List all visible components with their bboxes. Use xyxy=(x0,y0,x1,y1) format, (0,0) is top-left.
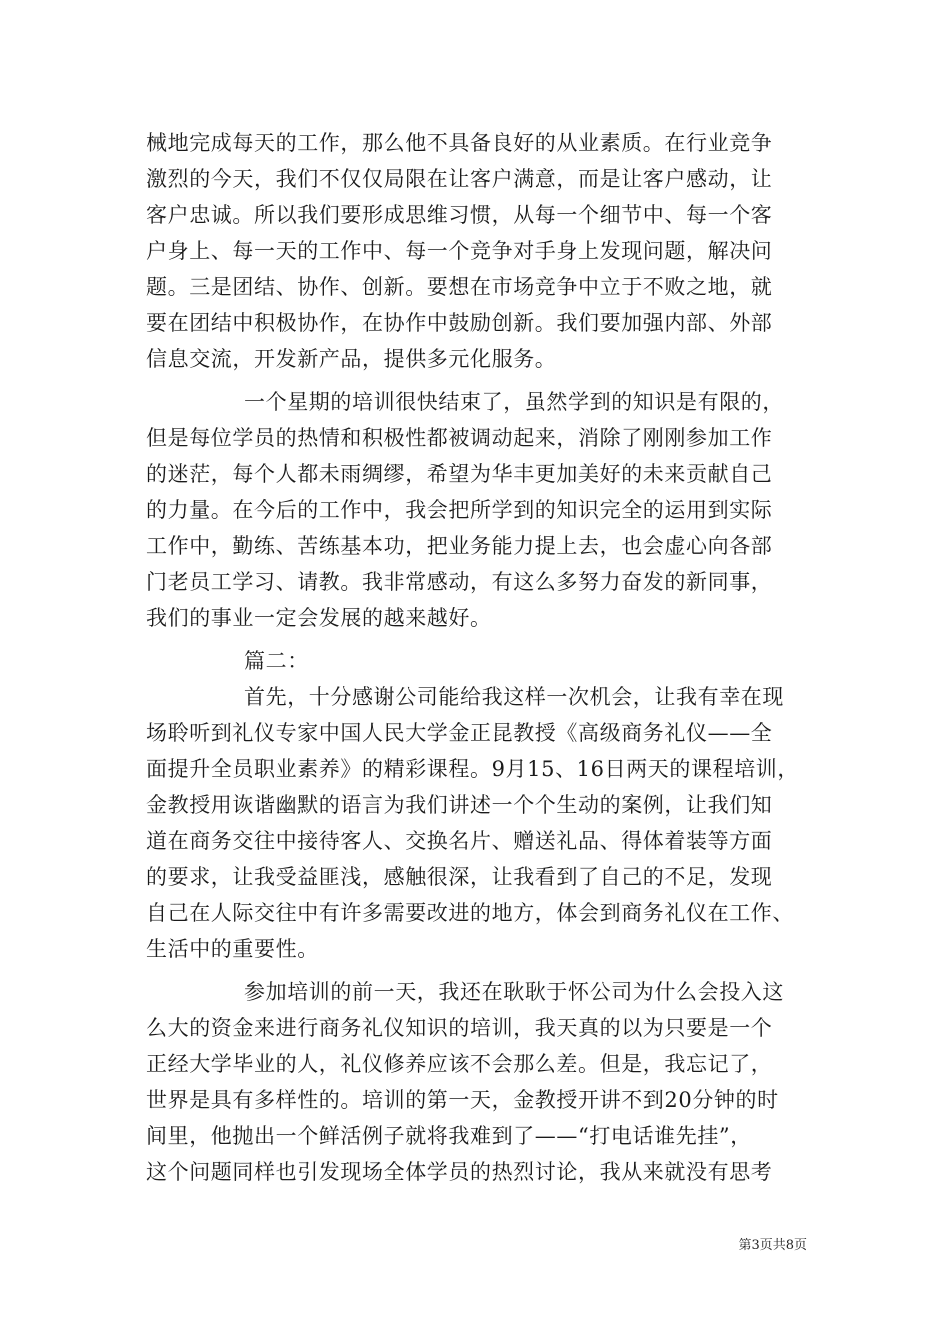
text-line: 自己在人际交往中有许多需要改进的地方，体会到商务礼仪在工作、 xyxy=(146,901,794,925)
text-line: 户身上、每一天的工作中、每一个竞争对手身上发现问题，解决问 xyxy=(146,239,773,263)
text-line: 题。三是团结、协作、创新。要想在市场竞争中立于不败之地，就 xyxy=(146,275,773,299)
text-line: 械地完成每天的工作，那么他不具备良好的从业素质。在行业竞争 xyxy=(146,131,773,155)
paragraph-start-line: 首先，十分感谢公司能给我这样一次机会，让我有幸在现 xyxy=(244,685,784,709)
paragraph-start-line: 参加培训的前一天，我还在耿耿于怀公司为什么会投入这 xyxy=(244,980,784,1004)
text-line: 这个问题同样也引发现场全体学员的热烈讨论，我从来就没有思考 xyxy=(146,1160,773,1184)
text-line: 世界是具有多样性的。培训的第一天，金教授开讲不到20分钟的时 xyxy=(146,1088,779,1112)
section-heading: 篇二： xyxy=(244,649,309,673)
paragraph-start-line: 一个星期的培训很快结束了，虽然学到的知识是有限的， xyxy=(244,390,784,414)
text-line: 要在团结中积极协作，在协作中鼓励创新。我们要加强内部、外部 xyxy=(146,311,773,335)
text-line: 工作中，勤练、苦练基本功，把业务能力提上去，也会虚心向各部 xyxy=(146,534,773,558)
text-line: 激烈的今天，我们不仅仅局限在让客户满意，而是让客户感动，让 xyxy=(146,167,773,191)
text-line: 面提升全员职业素养》的精彩课程。9月15、16日两天的课程培训， xyxy=(146,757,800,781)
page-number-footer: 第3页共8页 xyxy=(738,1238,807,1253)
text-line: 么大的资金来进行商务礼仪知识的培训，我天真的以为只要是一个 xyxy=(146,1016,773,1040)
text-line: 场聆听到礼仪专家中国人民大学金正昆教授《高级商务礼仪——全 xyxy=(146,721,773,745)
text-line: 道在商务交往中接待客人、交换名片、赠送礼品、得体着装等方面 xyxy=(146,829,773,853)
text-line: 我们的事业一定会发展的越来越好。 xyxy=(146,606,492,630)
text-line: 金教授用诙谐幽默的语言为我们讲述一个个生动的案例，让我们知 xyxy=(146,793,773,817)
text-line: 信息交流，开发新产品，提供多元化服务。 xyxy=(146,347,557,371)
text-line: 生活中的重要性。 xyxy=(146,937,319,961)
text-line: 门老员工学习、请教。我非常感动，有这么多努力奋发的新同事， xyxy=(146,570,773,594)
text-line: 客户忠诚。所以我们要形成思维习惯，从每一个细节中、每一个客 xyxy=(146,203,773,227)
text-line: 的迷茫，每个人都未雨绸缪，希望为华丰更加美好的未来贡献自己 xyxy=(146,462,773,486)
text-line: 间里，他抛出一个鲜活例子就将我难到了——“打电话谁先挂”， xyxy=(146,1124,752,1148)
text-line: 的力量。在今后的工作中，我会把所学到的知识完全的运用到实际 xyxy=(146,498,773,522)
text-line: 的要求，让我受益匪浅，感触很深，让我看到了自己的不足，发现 xyxy=(146,865,773,889)
text-line: 但是每位学员的热情和积极性都被调动起来，消除了刚刚参加工作 xyxy=(146,426,773,450)
text-line: 正经大学毕业的人，礼仪修养应该不会那么差。但是，我忘记了， xyxy=(146,1052,773,1076)
